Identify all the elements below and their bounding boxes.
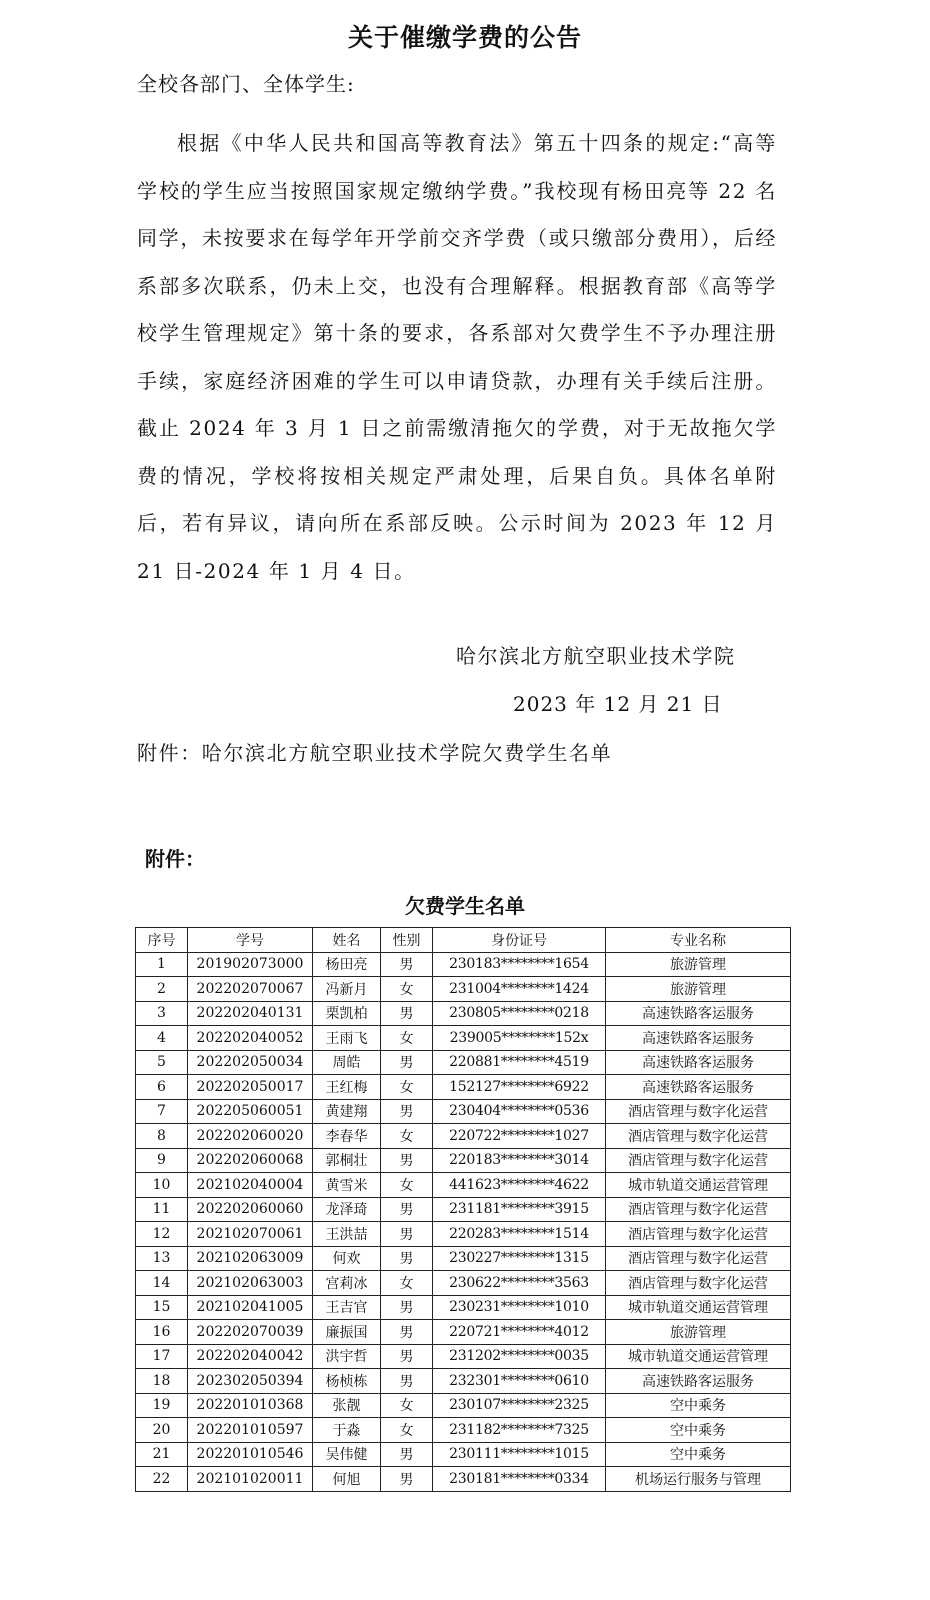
cell-student-id: 202302050394 — [188, 1369, 313, 1394]
table-row — [136, 1442, 791, 1467]
cell-index: 16 — [136, 1320, 188, 1345]
attachment-note: 附件：哈尔滨北方航空职业技术学院欠费学生名单 — [137, 741, 613, 765]
cell-id-card: 230107********2325 — [433, 1393, 606, 1418]
cell-student-id: 201902073000 — [188, 952, 313, 977]
cell-student-id: 202202040042 — [188, 1344, 313, 1369]
cell-student-id: 202202060020 — [188, 1124, 313, 1149]
cell-name: 郭桐壮 — [313, 1148, 381, 1173]
cell-name: 于淼 — [313, 1418, 381, 1443]
table-title: 欠费学生名单 — [405, 894, 525, 918]
cell-student-id: 202102070061 — [188, 1222, 313, 1247]
cell-id-card: 152127********6922 — [433, 1075, 606, 1100]
cell-index: 21 — [136, 1442, 188, 1467]
cell-id-card: 231202********0035 — [433, 1344, 606, 1369]
header-cell: 性别 — [381, 928, 433, 953]
cell-major: 酒店管理与数字化运营 — [606, 1197, 791, 1222]
cell-student-id: 202205060051 — [188, 1099, 313, 1124]
cell-index: 8 — [136, 1124, 188, 1149]
cell-id-card: 441623********4622 — [433, 1173, 606, 1198]
cell-index: 19 — [136, 1393, 188, 1418]
table-row — [136, 1001, 791, 1026]
cell-id-card: 220183********3014 — [433, 1148, 606, 1173]
cell-student-id: 202202050034 — [188, 1050, 313, 1075]
cell-student-id: 202201010546 — [188, 1442, 313, 1467]
table-row — [136, 1369, 791, 1394]
table-header-row — [136, 928, 791, 953]
cell-gender: 男 — [381, 1050, 433, 1075]
cell-id-card: 220722********1027 — [433, 1124, 606, 1149]
cell-major: 酒店管理与数字化运营 — [606, 1148, 791, 1173]
table-row — [136, 952, 791, 977]
cell-student-id: 202202040131 — [188, 1001, 313, 1026]
cell-student-id: 202202060060 — [188, 1197, 313, 1222]
cell-student-id: 202201010368 — [188, 1393, 313, 1418]
cell-major: 高速铁路客运服务 — [606, 1075, 791, 1100]
cell-student-id: 202102063009 — [188, 1246, 313, 1271]
signer-institution: 哈尔滨北方航空职业技术学院 — [456, 644, 736, 668]
cell-index: 17 — [136, 1344, 188, 1369]
cell-name: 廉振国 — [313, 1320, 381, 1345]
cell-major: 酒店管理与数字化运营 — [606, 1124, 791, 1149]
cell-name: 栗凯柏 — [313, 1001, 381, 1026]
cell-student-id: 202102063003 — [188, 1271, 313, 1296]
cell-id-card: 220881********4519 — [433, 1050, 606, 1075]
header-cell: 姓名 — [313, 928, 381, 953]
cell-id-card: 231182********7325 — [433, 1418, 606, 1443]
cell-major: 高速铁路客运服务 — [606, 1369, 791, 1394]
cell-id-card: 220721********4012 — [433, 1320, 606, 1345]
attachment-heading: 附件： — [145, 847, 205, 871]
cell-id-card: 230181********0334 — [433, 1467, 606, 1492]
cell-name: 王雨飞 — [313, 1026, 381, 1051]
table-row — [136, 1344, 791, 1369]
table-row — [136, 1320, 791, 1345]
cell-id-card: 230227********1315 — [433, 1246, 606, 1271]
cell-name: 何欢 — [313, 1246, 381, 1271]
cell-student-id: 202202060068 — [188, 1148, 313, 1173]
cell-gender: 女 — [381, 1124, 433, 1149]
cell-major: 酒店管理与数字化运营 — [606, 1222, 791, 1247]
cell-major: 酒店管理与数字化运营 — [606, 1099, 791, 1124]
cell-student-id: 202102040004 — [188, 1173, 313, 1198]
cell-gender: 男 — [381, 1344, 433, 1369]
cell-name: 洪宇哲 — [313, 1344, 381, 1369]
table-row — [136, 1393, 791, 1418]
cell-gender: 女 — [381, 1026, 433, 1051]
cell-index: 22 — [136, 1467, 188, 1492]
cell-major: 酒店管理与数字化运营 — [606, 1271, 791, 1296]
cell-index: 9 — [136, 1148, 188, 1173]
cell-name: 王吉官 — [313, 1295, 381, 1320]
cell-major: 高速铁路客运服务 — [606, 1050, 791, 1075]
cell-id-card: 231004********1424 — [433, 977, 606, 1002]
cell-student-id: 202101020011 — [188, 1467, 313, 1492]
cell-index: 1 — [136, 952, 188, 977]
cell-major: 高速铁路客运服务 — [606, 1001, 791, 1026]
cell-id-card: 230404********0536 — [433, 1099, 606, 1124]
header-cell: 身份证号 — [433, 928, 606, 953]
cell-gender: 男 — [381, 1099, 433, 1124]
cell-index: 3 — [136, 1001, 188, 1026]
cell-student-id: 202102041005 — [188, 1295, 313, 1320]
cell-gender: 男 — [381, 1246, 433, 1271]
cell-id-card: 232301********0610 — [433, 1369, 606, 1394]
cell-major: 空中乘务 — [606, 1393, 791, 1418]
cell-major: 酒店管理与数字化运营 — [606, 1246, 791, 1271]
salutation: 全校各部门、全体学生: — [137, 72, 355, 96]
table-body — [136, 952, 791, 1491]
cell-major: 城市轨道交通运营管理 — [606, 1173, 791, 1198]
cell-major: 旅游管理 — [606, 952, 791, 977]
cell-index: 7 — [136, 1099, 188, 1124]
cell-gender: 女 — [381, 1075, 433, 1100]
cell-name: 宫莉冰 — [313, 1271, 381, 1296]
cell-major: 高速铁路客运服务 — [606, 1026, 791, 1051]
cell-name: 张靓 — [313, 1393, 381, 1418]
notice-title: 关于催缴学费的公告 — [347, 23, 582, 52]
cell-name: 冯新月 — [313, 977, 381, 1002]
cell-major: 空中乘务 — [606, 1418, 791, 1443]
table-row — [136, 1050, 791, 1075]
table-row — [136, 1026, 791, 1051]
cell-name: 杨田亮 — [313, 952, 381, 977]
cell-gender: 男 — [381, 952, 433, 977]
cell-major: 机场运行服务与管理 — [606, 1467, 791, 1492]
cell-student-id: 202202070067 — [188, 977, 313, 1002]
arrears-student-table — [135, 927, 791, 1492]
cell-id-card: 231181********3915 — [433, 1197, 606, 1222]
cell-major: 旅游管理 — [606, 1320, 791, 1345]
cell-student-id: 202201010597 — [188, 1418, 313, 1443]
table-row — [136, 1467, 791, 1492]
cell-id-card: 230231********1010 — [433, 1295, 606, 1320]
table-row — [136, 1099, 791, 1124]
cell-id-card: 230805********0218 — [433, 1001, 606, 1026]
cell-gender: 男 — [381, 1148, 433, 1173]
cell-gender: 男 — [381, 1295, 433, 1320]
cell-name: 黄建翔 — [313, 1099, 381, 1124]
cell-student-id: 202202050017 — [188, 1075, 313, 1100]
cell-gender: 男 — [381, 1369, 433, 1394]
cell-name: 王红梅 — [313, 1075, 381, 1100]
cell-gender: 女 — [381, 977, 433, 1002]
table-row — [136, 1271, 791, 1296]
table-row — [136, 977, 791, 1002]
cell-gender: 女 — [381, 1173, 433, 1198]
cell-index: 13 — [136, 1246, 188, 1271]
cell-gender: 男 — [381, 1442, 433, 1467]
table-row — [136, 1075, 791, 1100]
cell-index: 11 — [136, 1197, 188, 1222]
cell-major: 城市轨道交通运营管理 — [606, 1344, 791, 1369]
cell-id-card: 230183********1654 — [433, 952, 606, 977]
cell-index: 14 — [136, 1271, 188, 1296]
notice-body: 根据《中华人民共和国高等教育法》第五十四条的规定:“高等学校的学生应当按照国家规定缴纳学费。”我校现有杨田亮等 22 名同学，未按要求在每学年开学前交齐学费（或只缴部分费用），后经系部多次联系，仍未上交，也没有合理解释。根据教育部《高等学校学生管理规定》第十条的要求，各系部对欠费学生不予办理注册手续，家庭经济困难的学生可以申请贷款，办理有关手续后注册。截止 2024 年 3 月 1 日之前需缴清拖欠的学费，对于无故拖欠学费的情况，学校将按相关规定严肃处理，后果自负。具体名单附后，若有异议，请向所在系部反映。公示时间为 2023 年 12 月 21 日-2024 年 1 月 4 日。 — [137, 131, 777, 583]
cell-name: 何旭 — [313, 1467, 381, 1492]
cell-index: 12 — [136, 1222, 188, 1247]
cell-name: 吴伟健 — [313, 1442, 381, 1467]
cell-major: 城市轨道交通运营管理 — [606, 1295, 791, 1320]
cell-index: 6 — [136, 1075, 188, 1100]
cell-name: 周皓 — [313, 1050, 381, 1075]
cell-student-id: 202202040052 — [188, 1026, 313, 1051]
cell-index: 2 — [136, 977, 188, 1002]
cell-name: 杨桢栋 — [313, 1369, 381, 1394]
table-row — [136, 1148, 791, 1173]
cell-gender: 男 — [381, 1001, 433, 1026]
cell-id-card: 220283********1514 — [433, 1222, 606, 1247]
cell-gender: 女 — [381, 1418, 433, 1443]
cell-gender: 男 — [381, 1320, 433, 1345]
cell-gender: 女 — [381, 1393, 433, 1418]
cell-gender: 男 — [381, 1197, 433, 1222]
header-cell: 序号 — [136, 928, 188, 953]
cell-index: 15 — [136, 1295, 188, 1320]
cell-gender: 男 — [381, 1467, 433, 1492]
table-row — [136, 1246, 791, 1271]
cell-name: 龙泽琦 — [313, 1197, 381, 1222]
cell-name: 黄雪米 — [313, 1173, 381, 1198]
table-row — [136, 1197, 791, 1222]
cell-id-card: 239005********152x — [433, 1026, 606, 1051]
cell-index: 10 — [136, 1173, 188, 1198]
cell-student-id: 202202070039 — [188, 1320, 313, 1345]
table-row — [136, 1222, 791, 1247]
table-row — [136, 1173, 791, 1198]
cell-major: 空中乘务 — [606, 1442, 791, 1467]
cell-gender: 男 — [381, 1222, 433, 1247]
table-row — [136, 1124, 791, 1149]
cell-major: 旅游管理 — [606, 977, 791, 1002]
cell-gender: 女 — [381, 1271, 433, 1296]
cell-id-card: 230111********1015 — [433, 1442, 606, 1467]
notice-date: 2023 年 12 月 21 日 — [513, 692, 723, 716]
cell-id-card: 230622********3563 — [433, 1271, 606, 1296]
cell-index: 5 — [136, 1050, 188, 1075]
table-row — [136, 1295, 791, 1320]
table-row — [136, 1418, 791, 1443]
cell-index: 20 — [136, 1418, 188, 1443]
header-cell: 专业名称 — [606, 928, 791, 953]
cell-name: 李春华 — [313, 1124, 381, 1149]
cell-index: 18 — [136, 1369, 188, 1394]
header-cell: 学号 — [188, 928, 313, 953]
cell-index: 4 — [136, 1026, 188, 1051]
cell-name: 王洪喆 — [313, 1222, 381, 1247]
